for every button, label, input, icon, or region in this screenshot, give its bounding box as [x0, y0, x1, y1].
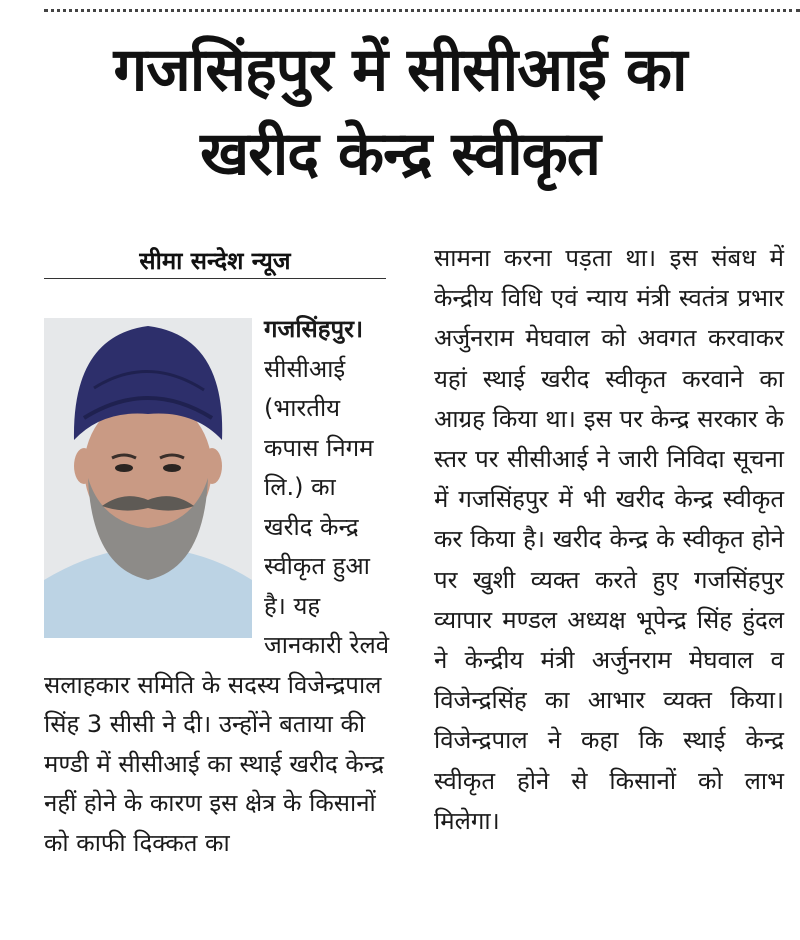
- byline-rule: [44, 278, 386, 279]
- article-text-right: सामना करना पड़ता था। इस संबध में केन्द्रीय विधि एवं न्याय मंत्री स्वतंत्र प्रभार अर्जुनराम मेघवाल को अवगत करवाकर यहां स्थाई खरीद स्वीकृत करवाने का आग्रह किया था। इस पर केन्द्र सरकार के स्तर पर सीसीआई ने जारी निविदा सूचना में गजसिंहपुर में भी खरीद केन्द्र स्वीकृत कर किया है। खरीद केन्द्र के स्वीकृत होने पर खुशी व्यक्त करते हुए गजसिंहपुर व्यापार मण्डल अध्यक्ष भूपेन्द्र सिंह हुंदल ने केन्द्रीय मंत्री अर्जुनराम मेघवाल व विजेन्द्रसिंह का आभार व्यक्त किया। विजेन्द्रपाल ने कहा कि स्थाई केन्द्र स्वीकृत होने से किसानों को लाभ मिलेगा।: [434, 244, 784, 835]
- person-portrait-icon: [44, 318, 252, 638]
- dateline: गजसिंहपुर।: [264, 315, 364, 343]
- article-column-left: [44, 310, 390, 863]
- person-photo: [44, 318, 252, 638]
- headline-line-1: गजसिंहपुर में सीसीआई का: [113, 35, 687, 105]
- headline-line-2: खरीद केन्द्र स्वीकृत: [200, 119, 600, 189]
- top-dotted-rule: [44, 9, 800, 12]
- byline: सीमा सन्देश न्यूज: [139, 247, 291, 275]
- article-text-left: सीसीआई (भारतीय कपास निगम लि.) का खरीद केन्द्र स्वीकृत हुआ है। यह जानकारी रेलवे सलाहकार समिति के सदस्य विजेन्द्रपाल सिंह 3 सीसी ने दी। उन्होंने बताया की मण्डी में सीसीआई का स्थाई खरीद केन्द्र नहीं होने के कारण इस क्षेत्र के किसानों को काफी दिक्कत का: [44, 354, 390, 857]
- headline: [0, 28, 800, 196]
- article-column-right: [434, 238, 784, 841]
